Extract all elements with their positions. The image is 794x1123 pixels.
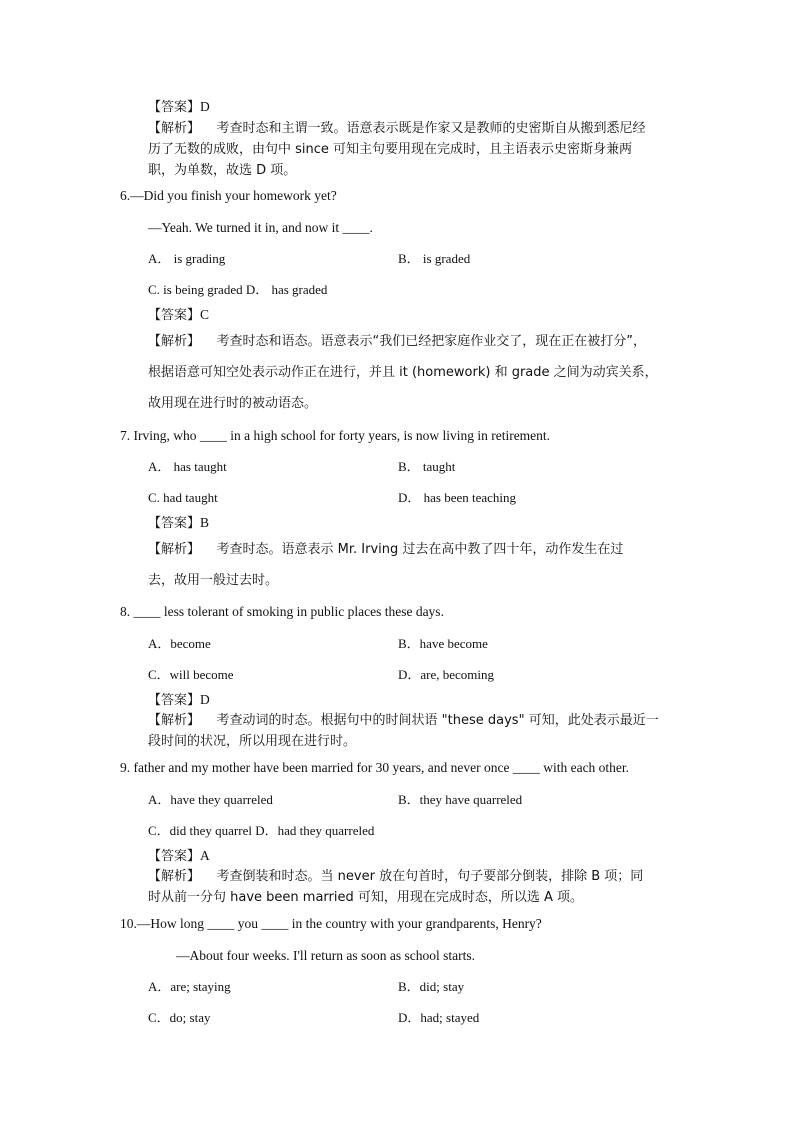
q8-option-c: C．will become [148,667,234,682]
q6-option-a: A． is grading [148,251,226,266]
q6-option-b: B． is graded [398,251,471,266]
q7-analysis-line-2: 去，故用一般过去时。 [148,573,279,588]
answer-tag: 【答案】 [148,100,201,115]
q8-analysis-line-2: 段时间的状况，所以用现在进行时。 [148,734,357,749]
q9-option-b: B．they have quarreled [398,792,523,807]
answer-value: C [200,307,210,322]
analysis-tag: 【解析】 [148,121,201,136]
q6-analysis-line-2: 根据语意可知空处表示动作正在进行，并且 it (homework) 和 grade 之间为动宾关系， [148,365,658,380]
q9-analysis-line-2: 时从前一分句 have been married 可知，用现在完成时态，所以选 A 项。 [148,890,584,905]
q7-answer [148,514,209,533]
answer-value: D [200,99,210,114]
q7-analysis-line-1: 【解析】 考查时态。语意表示 Mr. Irving 过去在高中教了四十年，动作发生在过 [148,542,624,557]
q10-stem-reply: —About four weeks. I'll return as soon as school starts. [176,948,476,963]
q6-analysis-line-1: 【解析】 考查时态和语态。语意表示“我们已经把家庭作业交了，现在正在被打分”， [148,334,647,349]
q7-stem: 7. Irving, who ____ in a high school for forty years, is now living in retirement. [120,428,551,443]
answer-tag: 【答案】 [148,308,201,323]
q8-analysis-line-1: 【解析】 考查动词的时态。根据句中的时间状语 "these days" 可知，此处表示最近一 [148,713,659,728]
q8-option-a: A．become [148,636,211,651]
q10-option-c: C．do; stay [148,1010,211,1025]
q6-stem-reply: —Yeah. We turned it in, and now it ____. [148,220,373,235]
q6-option-cd: C. is being graded D． has graded [148,282,328,297]
analysis-tag: 【解析】 [148,542,201,557]
q6-stem: 6.—Did you finish your homework yet? [120,188,337,203]
q9-analysis-line-1: 【解析】 考查倒装和时态。当 never 放在句首时，句子要部分倒装，排除 B 项；同 [148,869,644,884]
q5-analysis-line-1: 【解析】 考查时态和主谓一致。语意表示既是作家又是教师的史密斯自从搬到悉尼经 [148,121,646,136]
q7-option-a: A． has taught [148,459,227,474]
q10-option-a: A．are; staying [148,979,231,994]
q8-option-b: B．have become [398,636,488,651]
q6-analysis-line-3: 故用现在进行时的被动语态。 [148,396,318,411]
q5-answer [148,98,210,117]
answer-value: B [200,515,210,530]
answer-tag: 【答案】 [148,849,201,864]
q6-answer [148,306,209,325]
q7-option-b: B． taught [398,459,456,474]
q9-answer [148,847,210,866]
analysis-tag: 【解析】 [148,713,201,728]
q10-option-d: D．had; stayed [398,1010,480,1025]
q9-option-cd: C．did they quarrel D．had they quarreled [148,823,375,838]
q10-option-b: B．did; stay [398,979,465,994]
answer-tag: 【答案】 [148,693,201,708]
q10-stem: 10.—How long ____ you ____ in the country with your grandparents, Henry? [120,916,542,931]
q8-option-d: D．are, becoming [398,667,495,682]
answer-value: A [200,848,210,863]
q8-answer [148,691,210,710]
analysis-tag: 【解析】 [148,869,201,884]
q7-option-c: C. had taught [148,490,218,505]
q9-option-a: A．have they quarreled [148,792,273,807]
answer-value: D [200,692,210,707]
q5-analysis-line-2: 历了无数的成败，由句中 since 可知主句要用现在完成时，且主语表示史密斯身兼两 [148,142,633,157]
q9-stem: 9. father and my mother have been married for 30 years, and never once ____ with each other. [120,760,630,775]
q7-option-d: D． has been teaching [398,490,517,505]
q8-stem: 8. ____ less tolerant of smoking in public places these days. [120,604,444,619]
q5-analysis-line-3: 职，为单数，故选 D 项。 [148,163,297,178]
analysis-tag: 【解析】 [148,334,201,349]
answer-tag: 【答案】 [148,516,201,531]
